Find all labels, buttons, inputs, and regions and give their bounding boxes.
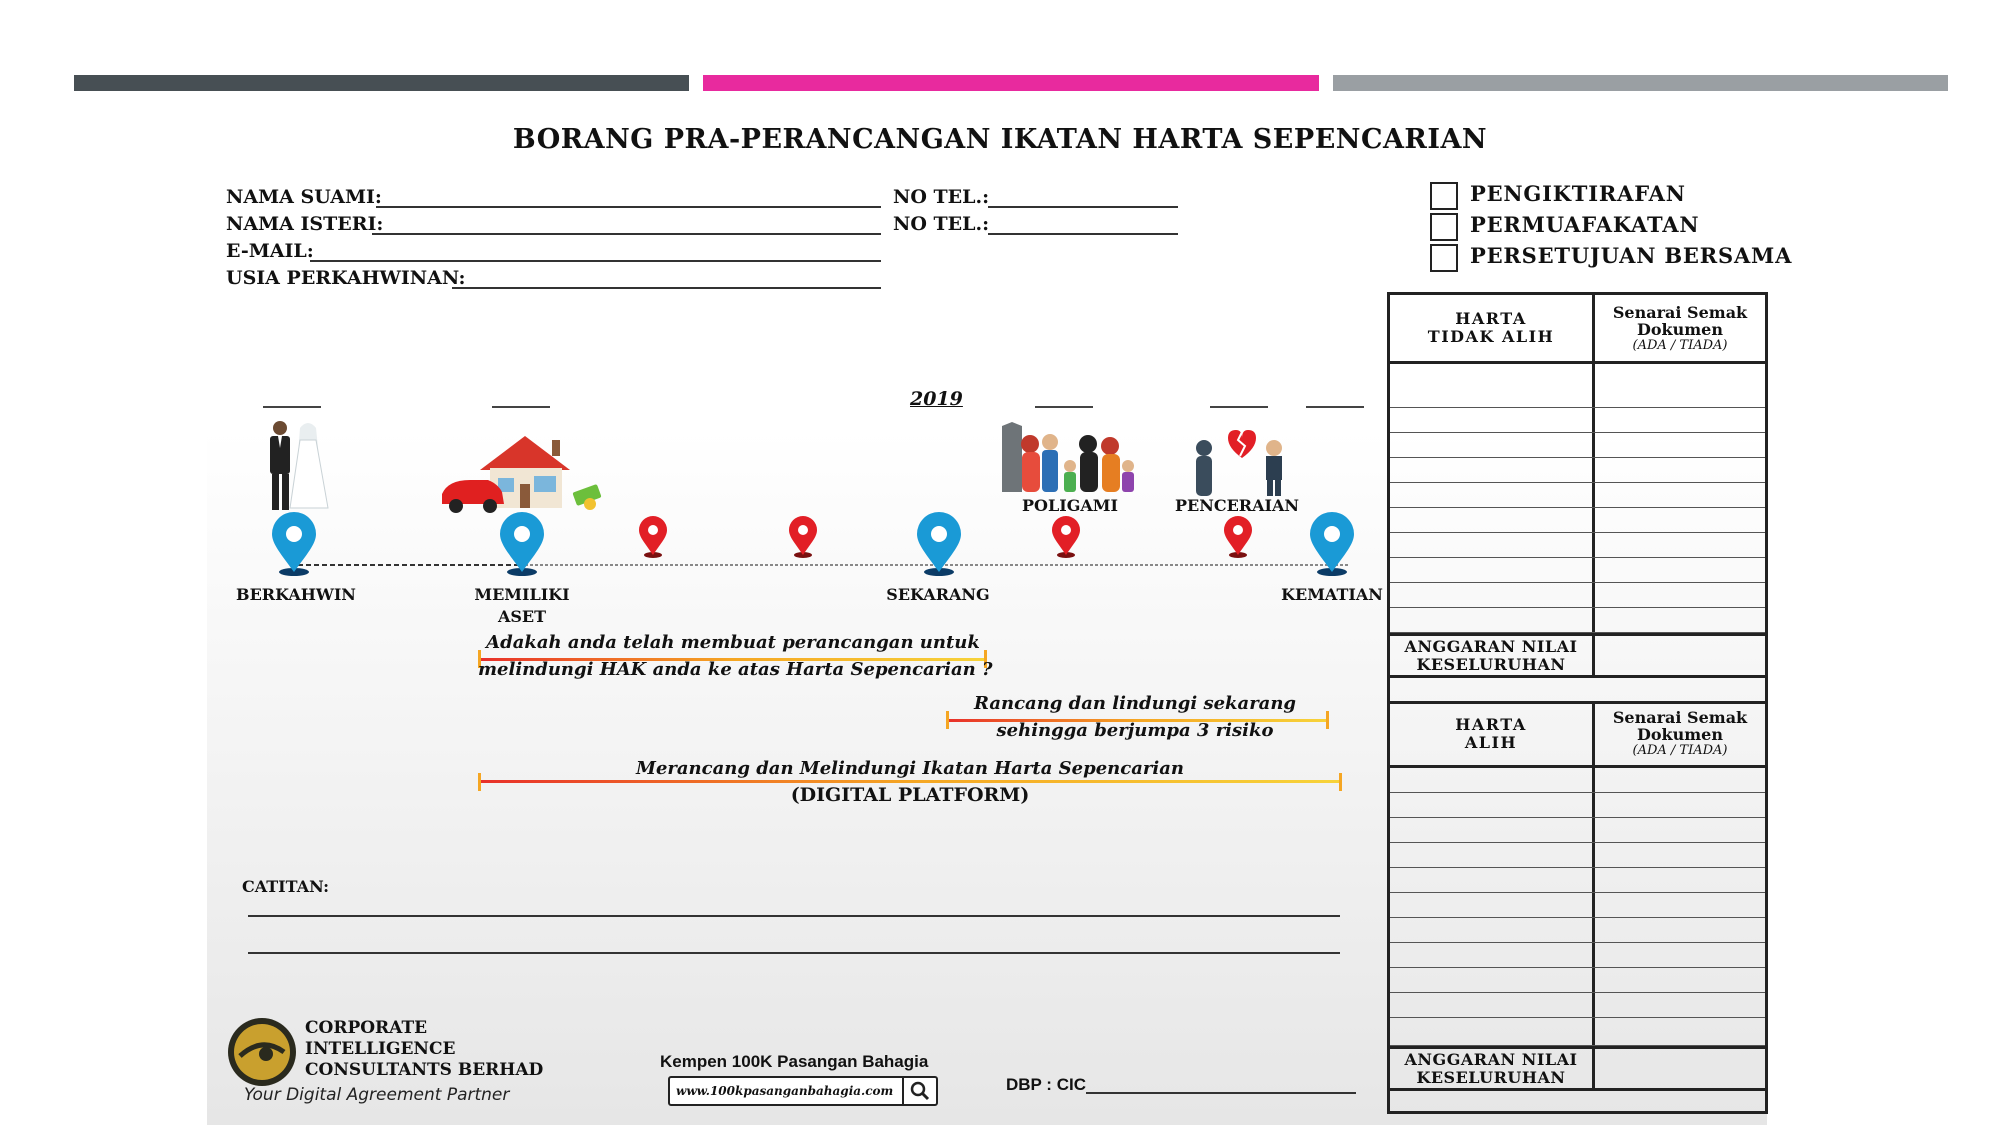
broken-heart-divorce-icon: [1190, 428, 1290, 498]
total-label-2: KESELURUHAN: [1416, 654, 1566, 674]
top-bar-pink: [703, 75, 1319, 91]
total-label-2: KESELURUHAN: [1416, 1067, 1566, 1087]
message-1-line-2: melindungi HAK anda ke atas Harta Sepencarian ?: [478, 659, 993, 680]
table-row[interactable]: [1390, 483, 1765, 508]
wedding-couple-icon: [258, 418, 338, 512]
table-header: [1390, 702, 1765, 768]
top-bar-grey: [1333, 75, 1948, 91]
table-row[interactable]: [1390, 1018, 1765, 1046]
total-label-1: ANGGARAN NILAI: [1404, 1049, 1578, 1069]
checkbox-permuafakatan[interactable]: [1430, 213, 1458, 241]
total-row: [1390, 1046, 1765, 1091]
risk-label-penceraian: PENCERAIAN: [1174, 496, 1299, 515]
email-field[interactable]: [310, 260, 881, 262]
campaign-url[interactable]: www.100kpasanganbahagia.com: [676, 1084, 894, 1098]
wife-name-label: NAMA ISTERI:: [226, 213, 384, 235]
col-header-documents: Dokumen: [1636, 725, 1723, 744]
checkbox-pengiktirafan[interactable]: [1430, 182, 1458, 210]
phone-label-2: NO TEL.:: [893, 213, 990, 235]
phone-field-2[interactable]: [988, 233, 1178, 235]
marriage-age-label: USIA PERKAHWINAN:: [226, 267, 466, 289]
search-icon[interactable]: [902, 1078, 936, 1104]
message-2-line-1: Rancang dan lindungi sekarang: [973, 693, 1297, 714]
table-row[interactable]: [1390, 768, 1765, 793]
phone-field-1[interactable]: [988, 206, 1178, 208]
milestone-label-berkahwin: BERKAHWIN: [236, 585, 356, 604]
date-blank-poligami[interactable]: [1035, 406, 1093, 408]
total-label-1: ANGGARAN NILAI: [1404, 636, 1578, 656]
notes-line-1[interactable]: [248, 915, 1340, 917]
company-name-3: CONSULTANTS BERHAD: [305, 1060, 544, 1080]
wife-name-field[interactable]: [372, 233, 881, 235]
col-header-documents: Dokumen: [1636, 319, 1723, 339]
message-2-line-2: sehingga berjumpa 3 risiko: [996, 720, 1274, 741]
message-2-tick-right: [1326, 711, 1329, 729]
pin-sekarang-icon: [914, 512, 964, 578]
milestone-label-aset: ASET: [497, 607, 547, 626]
table-row[interactable]: [1390, 818, 1765, 843]
marriage-age-field[interactable]: [452, 287, 881, 289]
pin-risk-2-icon: [787, 515, 819, 559]
message-3-line-2: (DIGITAL PLATFORM): [790, 784, 1030, 806]
top-bar-dark: [74, 75, 689, 91]
email-label: E-MAIL:: [226, 240, 314, 262]
date-blank-penceraian[interactable]: [1210, 406, 1268, 408]
pin-kematian-icon: [1307, 512, 1357, 578]
campaign-url-box[interactable]: [668, 1076, 938, 1106]
company-tagline: Your Digital Agreement Partner: [244, 1085, 510, 1105]
husband-name-field[interactable]: [376, 206, 881, 208]
total-value-cell[interactable]: [1595, 636, 1765, 675]
total-row: [1390, 633, 1765, 678]
table-row[interactable]: [1390, 893, 1765, 918]
timeline-year: 2019: [910, 388, 963, 410]
table-header: [1390, 295, 1765, 364]
table-row[interactable]: [1390, 968, 1765, 993]
date-blank-memiliki-aset[interactable]: [492, 406, 550, 408]
col-header-alih: ALIH: [1464, 732, 1518, 752]
dbp-cic-field[interactable]: [1086, 1092, 1356, 1094]
campaign-title: Kempen 100K Pasangan Bahagia: [660, 1052, 929, 1071]
milestone-label-sekarang: SEKARANG: [886, 585, 990, 604]
table-row[interactable]: [1390, 943, 1765, 968]
pin-risk-1-icon: [637, 515, 669, 559]
house-car-money-icon: [440, 432, 610, 516]
risk-label-poligami: POLIGAMI: [1022, 496, 1118, 515]
col-header-ada-tiada: (ADA / TIADA): [1632, 743, 1728, 758]
notes-line-2[interactable]: [248, 952, 1340, 954]
milestone-label-kematian: KEMATIAN: [1281, 585, 1383, 604]
company-logo-icon: [226, 1016, 298, 1088]
pin-berkahwin-icon: [269, 512, 319, 578]
message-3-line-1: Merancang dan Melindungi Ikatan Harta Sepencarian: [636, 758, 1184, 779]
table-row[interactable]: [1390, 433, 1765, 458]
pin-penceraian-icon: [1222, 515, 1254, 559]
col-header-harta: HARTA: [1455, 714, 1527, 734]
option-label-pengiktirafan: PENGIKTIRAFAN: [1470, 181, 1686, 206]
pin-poligami-icon: [1050, 515, 1082, 559]
immovable-assets-table: [1387, 292, 1768, 704]
table-row[interactable]: [1390, 608, 1765, 633]
option-label-persetujuan-bersama: PERSETUJUAN BERSAMA: [1470, 243, 1793, 268]
table-row[interactable]: [1390, 793, 1765, 818]
date-blank-berkahwin[interactable]: [263, 406, 321, 408]
milestone-label-memiliki: MEMILIKI: [474, 585, 570, 604]
timeline-axis: [290, 562, 1350, 568]
option-label-permuafakatan: PERMUAFAKATAN: [1470, 212, 1700, 237]
table-row[interactable]: [1390, 843, 1765, 868]
husband-name-label: NAMA SUAMI:: [226, 186, 382, 208]
checkbox-persetujuan-bersama[interactable]: [1430, 244, 1458, 272]
table-row[interactable]: [1390, 868, 1765, 893]
table-row[interactable]: [1390, 918, 1765, 943]
col-header-checklist: Senarai Semak: [1612, 708, 1748, 727]
message-2-tick-left: [946, 711, 949, 729]
notes-label: CATITAN:: [242, 877, 330, 896]
phone-label-1: NO TEL.:: [893, 186, 990, 208]
pin-memiliki-aset-icon: [497, 512, 547, 578]
movable-assets-table: [1387, 702, 1768, 1114]
table-row[interactable]: [1390, 364, 1765, 408]
table-row[interactable]: [1390, 583, 1765, 608]
date-blank-kematian[interactable]: [1306, 406, 1364, 408]
total-value-cell[interactable]: [1595, 1049, 1765, 1088]
message-1-line-1: Adakah anda telah membuat perancangan untuk: [486, 632, 980, 653]
col-header-tidak-alih: TIDAK ALIH: [1427, 327, 1555, 346]
table-row[interactable]: [1390, 533, 1765, 558]
table-row[interactable]: [1390, 558, 1765, 583]
table-row[interactable]: [1390, 508, 1765, 533]
col-header-harta: HARTA: [1455, 309, 1527, 328]
form-title: BORANG PRA-PERANCANGAN IKATAN HARTA SEPENCARIAN: [512, 124, 1488, 155]
polygamy-family-icon: [1000, 422, 1140, 494]
col-header-ada-tiada: (ADA / TIADA): [1632, 337, 1728, 353]
dbp-cic-label: DBP : CIC: [1006, 1075, 1086, 1094]
table-row[interactable]: [1390, 408, 1765, 433]
table-row[interactable]: [1390, 458, 1765, 483]
company-name-2: INTELLIGENCE: [305, 1039, 456, 1059]
col-header-checklist: Senarai Semak: [1612, 302, 1748, 322]
company-name-1: CORPORATE: [305, 1018, 428, 1038]
message-3-bar: [480, 780, 1340, 783]
table-row[interactable]: [1390, 993, 1765, 1018]
